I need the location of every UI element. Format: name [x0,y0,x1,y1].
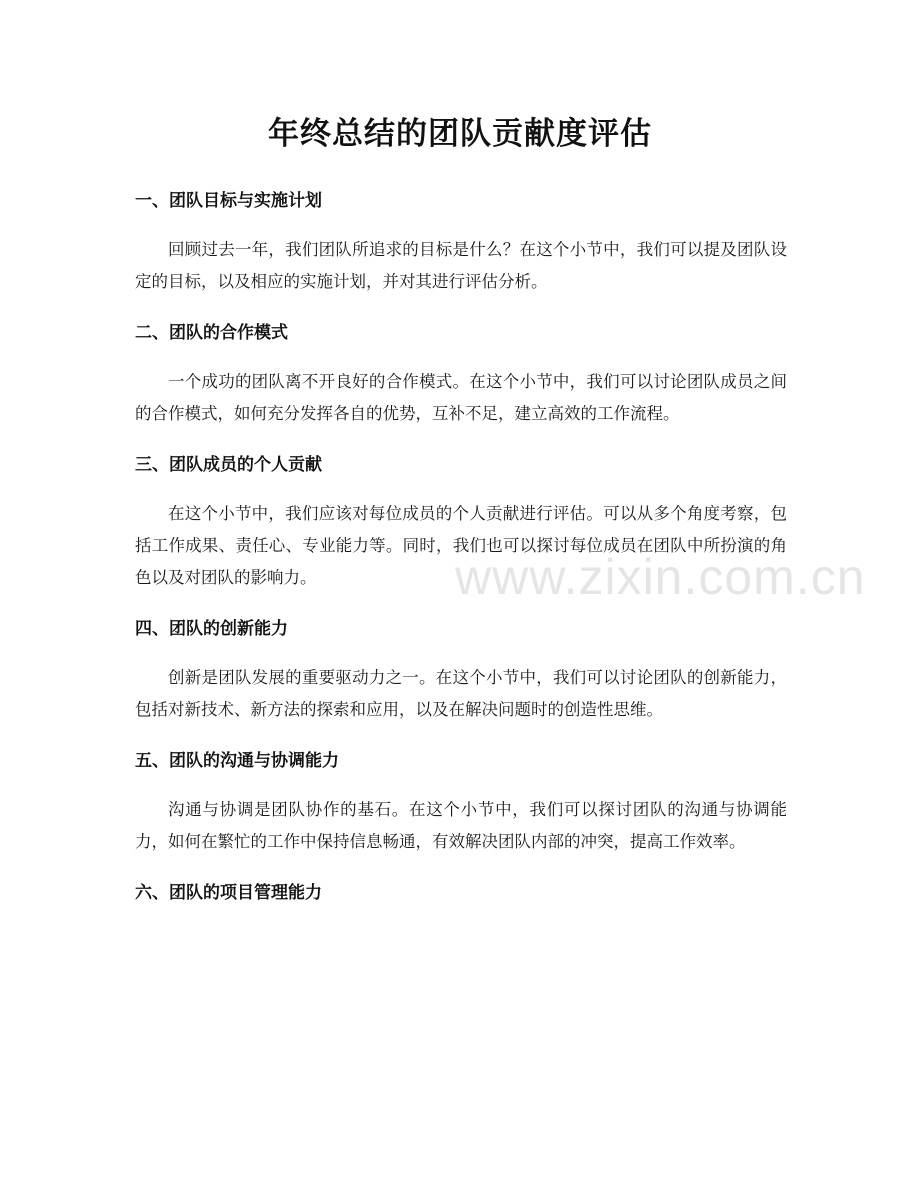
section-paragraph: 创新是团队发展的重要驱动力之一。在这个小节中，我们可以讨论团队的创新能力，包括对新技术、新方法的探索和应用，以及在解决问题时的创造性思维。 [135,668,787,719]
section-3 [135,450,787,594]
document-body [135,186,787,908]
section-heading: 六、团队的项目管理能力 [135,883,322,903]
section-heading: 三、团队成员的个人贡献 [135,455,322,475]
section-4 [135,614,787,726]
section-heading: 二、团队的合作模式 [135,323,288,343]
section-paragraph: 一个成功的团队离不开良好的合作模式。在这个小节中，我们可以讨论团队成员之间的合作模式，如何充分发挥各自的优势，互补不足，建立高效的工作流程。 [135,372,787,423]
document-title: 年终总结的团队贡献度评估 [268,116,652,152]
section-heading: 一、团队目标与实施计划 [135,191,322,211]
section-1 [135,186,787,298]
watermark-text: www.zixin.com.cn [455,549,866,605]
section-paragraph: 沟通与协调是团队协作的基石。在这个小节中，我们可以探讨团队的沟通与协调能力，如何在繁忙的工作中保持信息畅通，有效解决团队内部的冲突，提高工作效率。 [135,800,787,851]
section-6 [135,878,787,908]
section-2 [135,318,787,430]
section-heading: 五、团队的沟通与协调能力 [135,751,339,771]
section-5 [135,746,787,858]
section-paragraph: 在这个小节中，我们应该对每位成员的个人贡献进行评估。可以从多个角度考察，包括工作成果、责任心、专业能力等。同时，我们也可以探讨每位成员在团队中所扮演的角色以及对团队的影响力。 [135,504,787,587]
section-paragraph: 回顾过去一年，我们团队所追求的目标是什么？在这个小节中，我们可以提及团队设定的目标，以及相应的实施计划，并对其进行评估分析。 [135,240,787,291]
section-heading: 四、团队的创新能力 [135,619,288,639]
